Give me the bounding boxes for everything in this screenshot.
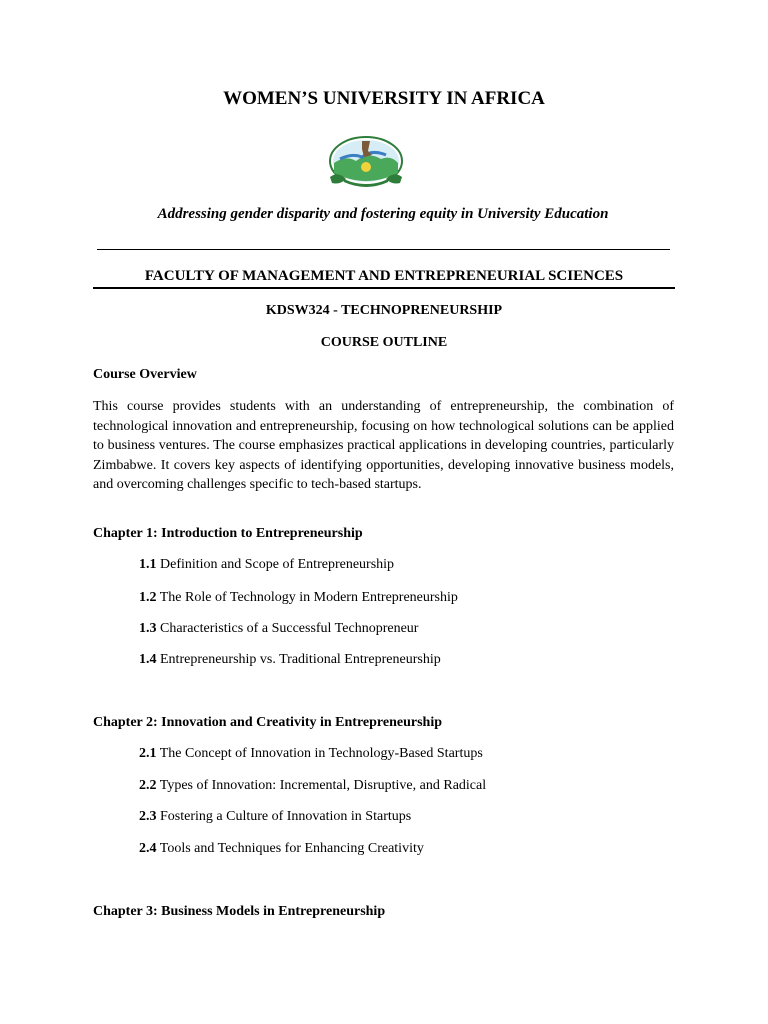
topic-text: Entrepreneurship vs. Traditional Entrepreneurship bbox=[156, 652, 441, 667]
topic-text: The Concept of Innovation in Technology-Based Startups bbox=[156, 746, 483, 761]
chapter-3-heading: Chapter 3: Business Models in Entrepreneurship bbox=[93, 904, 386, 919]
topic-text: The Role of Technology in Modern Entrepreneurship bbox=[156, 590, 458, 605]
topic-text: Characteristics of a Successful Technopreneur bbox=[156, 621, 419, 636]
topic-number: 2.2 bbox=[139, 778, 157, 793]
course-overview-heading: Course Overview bbox=[93, 367, 197, 382]
chapter-2-topic bbox=[139, 746, 483, 762]
course-overview-text: This course provides students with an understanding of entrepreneurship, the combination of technological innovation and entrepreneurship, focusing on how technological solutions can be applied to business ventures. The course emphasizes practical applications in developing countries, particularly Zimbabwe. It covers key aspects of identifying opportunities, developing innovative business models, and overcoming challenges specific to tech-based startups. bbox=[93, 399, 674, 492]
university-motto: Addressing gender disparity and fostering equity in University Education bbox=[157, 206, 609, 222]
topic-text: Fostering a Culture of Innovation in Startups bbox=[156, 809, 412, 824]
university-title: WOMEN’S UNIVERSITY IN AFRICA bbox=[223, 88, 545, 109]
course-outline-heading: COURSE OUTLINE bbox=[320, 335, 448, 350]
topic-text: Types of Innovation: Incremental, Disruptive, and Radical bbox=[156, 778, 487, 793]
chapter-1-topic bbox=[139, 621, 418, 637]
faculty-title: FACULTY OF MANAGEMENT AND ENTREPRENEURIAL SCIENCES bbox=[144, 268, 624, 284]
course-code: KDSW324 - TECHNOPRENEURSHIP bbox=[265, 303, 503, 318]
topic-number: 2.4 bbox=[139, 841, 157, 856]
topic-number: 2.3 bbox=[139, 809, 157, 824]
topic-number: 1.2 bbox=[139, 590, 157, 605]
chapter-1-topic bbox=[139, 557, 394, 573]
topic-number: 1.3 bbox=[139, 621, 157, 636]
faculty-divider bbox=[93, 287, 675, 289]
university-logo bbox=[326, 133, 406, 193]
chapter-2-topic bbox=[139, 809, 411, 825]
topic-number: 2.1 bbox=[139, 746, 157, 761]
topic-number: 1.4 bbox=[139, 652, 157, 667]
topic-text: Tools and Techniques for Enhancing Creativity bbox=[156, 841, 424, 856]
topic-number: 1.1 bbox=[139, 557, 157, 572]
chapter-2-topic bbox=[139, 778, 486, 794]
chapter-1-topic bbox=[139, 652, 441, 668]
chapter-2-topic bbox=[139, 841, 424, 857]
header-divider bbox=[97, 249, 670, 250]
chapter-1-heading: Chapter 1: Introduction to Entrepreneurship bbox=[93, 526, 363, 541]
chapter-2-heading: Chapter 2: Innovation and Creativity in Entrepreneurship bbox=[93, 715, 443, 730]
topic-text: Definition and Scope of Entrepreneurship bbox=[156, 557, 395, 572]
chapter-1-topic bbox=[139, 590, 458, 606]
